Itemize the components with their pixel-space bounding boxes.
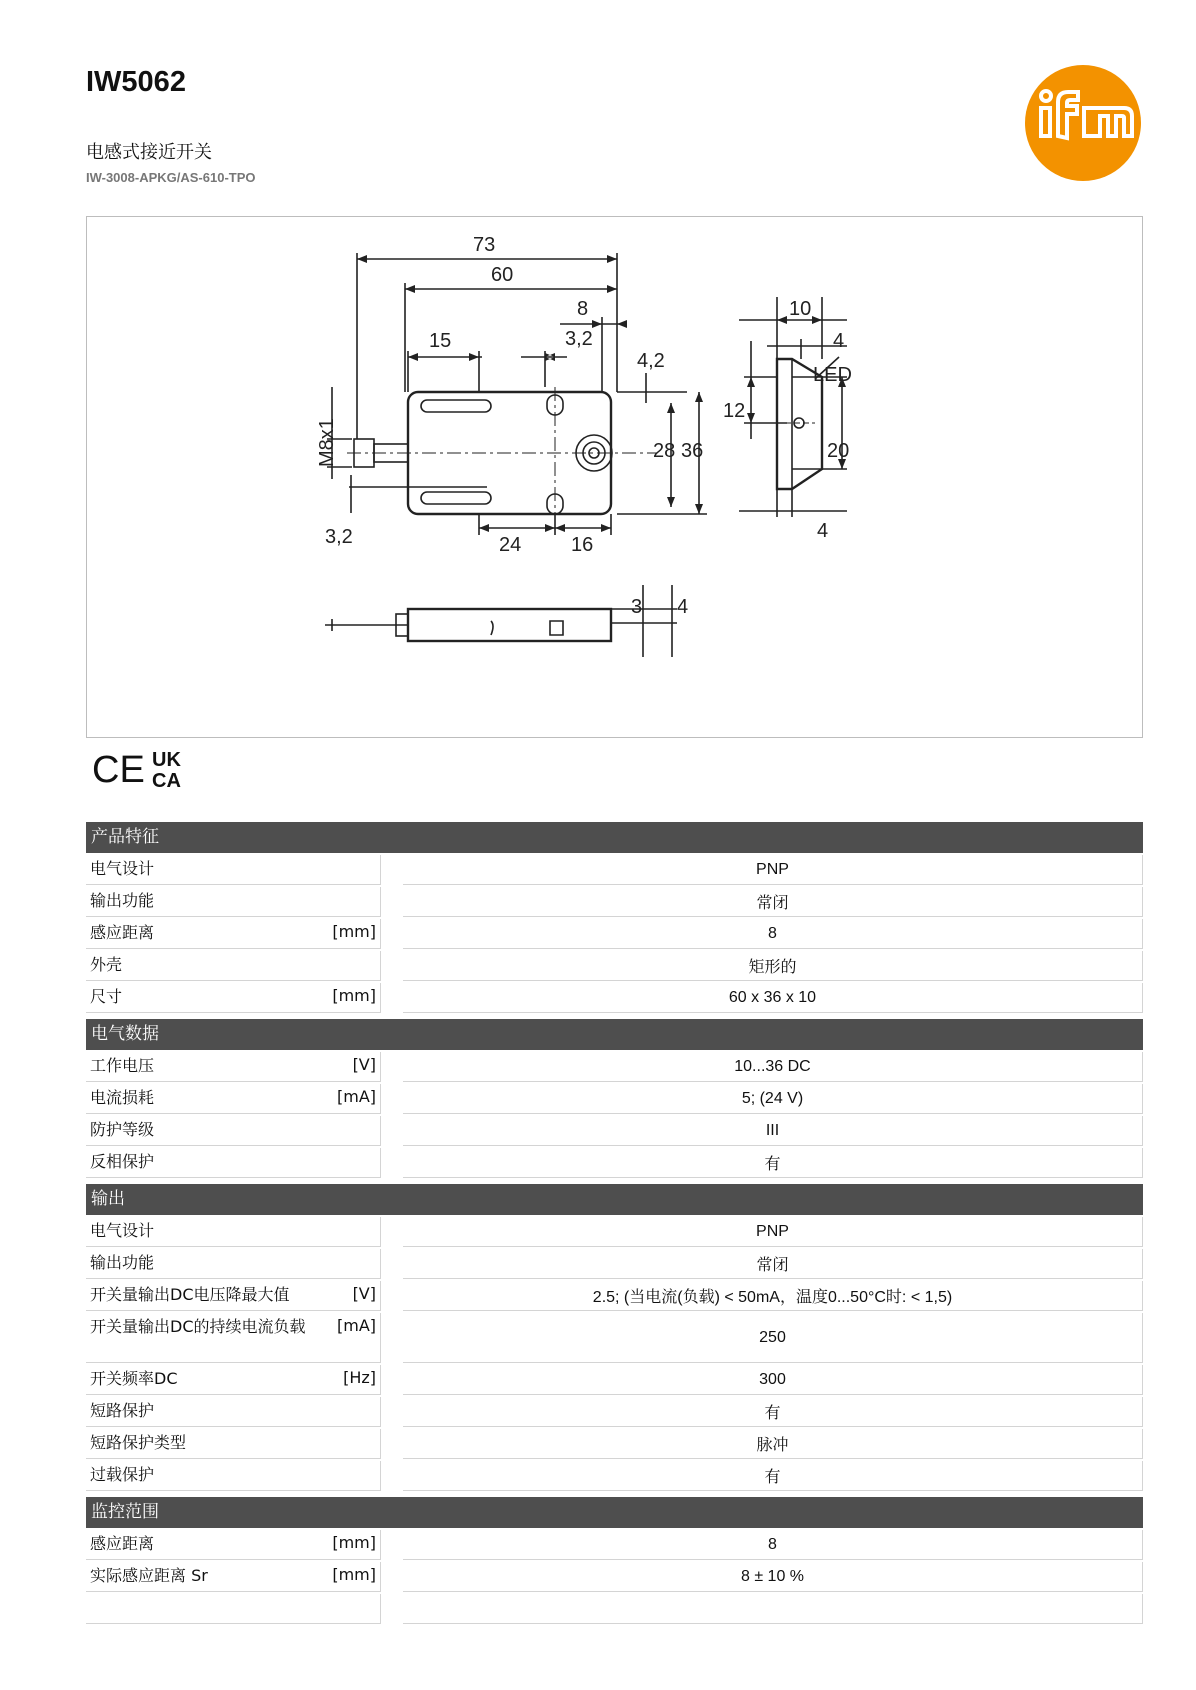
dim-label: LED <box>813 364 852 386</box>
row-unit: [V] <box>352 1284 376 1303</box>
dim-label: 73 <box>473 234 496 256</box>
table-row <box>86 1562 1143 1592</box>
table-row-cut-off <box>86 1594 1143 1624</box>
ifm-logo <box>1024 64 1142 182</box>
dim-label: 3 <box>631 596 643 618</box>
row-name: 开关量输出DC的持续电流负载 <box>90 1317 306 1336</box>
dim-label: 16 <box>571 534 594 556</box>
row-name: 开关量输出DC电压降最大值 <box>90 1285 290 1304</box>
row-value: 常闭 <box>403 1249 1143 1279</box>
ukca-mark-top: UK <box>152 749 181 771</box>
section-header: 产品特征 <box>86 822 1143 853</box>
row-name: 防护等级 <box>90 1120 155 1139</box>
row-value: 10...36 DC <box>403 1052 1143 1082</box>
dim-label: 20 <box>827 440 850 462</box>
row-value: 有 <box>403 1148 1143 1178</box>
dim-label: 4 <box>677 596 689 618</box>
row-name: 电气设计 <box>90 859 155 878</box>
section-header: 电气数据 <box>86 1019 1143 1050</box>
row-name: 开关频率DC <box>90 1369 178 1388</box>
row-unit: [mA] <box>336 1316 376 1335</box>
row-value: 常闭 <box>403 887 1143 917</box>
row-name: 输出功能 <box>90 891 155 910</box>
table-row <box>86 1148 1143 1178</box>
table-row <box>86 1530 1143 1560</box>
section-header: 输出 <box>86 1184 1143 1215</box>
row-unit: [mm] <box>332 986 376 1005</box>
dim-label: 4 <box>817 520 829 542</box>
product-subtitle: 电感式接近开关 <box>86 142 212 163</box>
ce-mark: CE <box>92 749 145 790</box>
table-row <box>86 1052 1143 1082</box>
table-row <box>86 1365 1143 1395</box>
row-name: 感应距离 <box>90 1534 155 1553</box>
row-name: 感应距离 <box>90 923 155 942</box>
row-name: 电流损耗 <box>90 1088 155 1107</box>
table-row <box>86 1116 1143 1146</box>
row-unit: [Hz] <box>343 1368 376 1387</box>
row-name: 反相保护 <box>90 1152 155 1171</box>
table-row <box>86 1461 1143 1491</box>
dim-label: 10 <box>789 298 812 320</box>
row-unit: [V] <box>352 1055 376 1074</box>
row-value: 矩形的 <box>403 951 1143 981</box>
row-unit: [mm] <box>332 922 376 941</box>
table-row <box>86 887 1143 917</box>
dim-label: 8 <box>577 298 589 320</box>
row-name: 短路保护类型 <box>90 1433 187 1452</box>
table-row <box>86 1281 1143 1311</box>
row-value: 脉冲 <box>403 1429 1143 1459</box>
dim-label: 36 <box>681 440 704 462</box>
ukca-mark-bottom: CA <box>152 770 181 790</box>
table-row <box>86 1217 1143 1247</box>
dim-label: 3,2 <box>325 526 353 548</box>
dimension-drawing <box>86 216 1143 738</box>
row-name: 短路保护 <box>90 1401 155 1420</box>
row-value: 60 x 36 x 10 <box>403 983 1143 1013</box>
row-value: 300 <box>403 1365 1143 1395</box>
dim-label: 15 <box>429 330 452 352</box>
dim-label: 12 <box>723 400 746 422</box>
row-unit: [mm] <box>332 1533 376 1552</box>
row-name: 尺寸 <box>90 987 123 1006</box>
row-name: 过载保护 <box>90 1465 155 1484</box>
row-value: 有 <box>403 1397 1143 1427</box>
table-row <box>86 855 1143 885</box>
dim-label: 4 <box>833 330 845 352</box>
table-row <box>86 1429 1143 1459</box>
dim-label: 24 <box>499 534 522 556</box>
row-value: 8 ± 10 % <box>403 1562 1143 1592</box>
row-value: 5; (24 V) <box>403 1084 1143 1114</box>
row-name: 外壳 <box>90 955 123 974</box>
product-code: IW-3008-APKG/AS-610-TPO <box>86 170 256 185</box>
row-name: 输出功能 <box>90 1253 155 1272</box>
row-name: 实际感应距离 Sr <box>90 1566 208 1585</box>
row-value: PNP <box>403 1217 1143 1247</box>
table-row <box>86 951 1143 981</box>
section-header: 监控范围 <box>86 1497 1143 1528</box>
row-value: 2.5; (当电流(负载) < 50mA，温度0...50°C时: < 1,5) <box>403 1281 1143 1311</box>
certification-marks <box>92 746 202 790</box>
spec-table <box>86 822 1143 1624</box>
product-title: IW5062 <box>86 66 186 98</box>
row-value: 有 <box>403 1461 1143 1491</box>
table-row <box>86 919 1143 949</box>
table-row <box>86 983 1143 1013</box>
table-row <box>86 1313 1143 1363</box>
row-value: 8 <box>403 1530 1143 1560</box>
row-unit: [mm] <box>332 1565 376 1584</box>
row-name: 工作电压 <box>90 1056 155 1075</box>
row-value: 250 <box>403 1313 1143 1363</box>
row-value: PNP <box>403 855 1143 885</box>
dim-label: M8x1 <box>316 418 338 467</box>
row-value: 8 <box>403 919 1143 949</box>
dim-label: 60 <box>491 264 514 286</box>
table-row <box>86 1084 1143 1114</box>
dim-label: 28 <box>653 440 676 462</box>
table-row <box>86 1249 1143 1279</box>
row-unit: [mA] <box>336 1087 376 1106</box>
dim-label: 4,2 <box>637 350 665 372</box>
row-name: 电气设计 <box>90 1221 155 1240</box>
dim-label: 3,2 <box>565 328 593 350</box>
row-value: III <box>403 1116 1143 1146</box>
table-row <box>86 1397 1143 1427</box>
